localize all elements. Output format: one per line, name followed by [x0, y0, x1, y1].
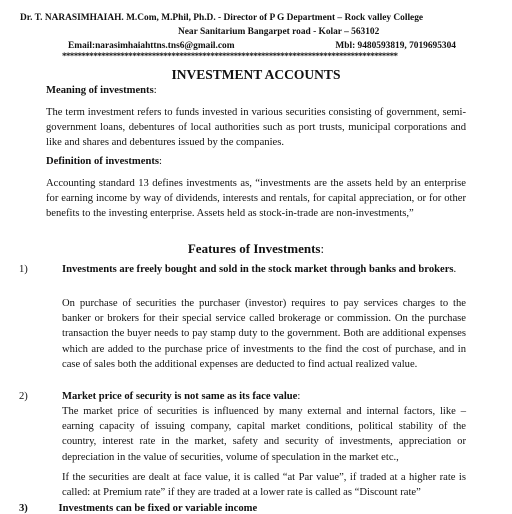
- meaning-colon: :: [153, 85, 157, 96]
- feature-3-row: [19, 503, 257, 514]
- features-colon: :: [320, 241, 325, 256]
- feature-1-number: 1): [19, 264, 28, 275]
- feature-2-paragraph-1: The market price of securities is influenced by many external and internal factors, like – earning capacity of issuing company, capital market conditions, political stability of the country, interest rate in the market, safety and security of investments, appreciation or depreciation in the value of securities, volume of speculation in the market etc.,: [62, 406, 466, 463]
- header-rule: **************************************************************************************: [62, 51, 398, 61]
- feature-1-suffix: .: [453, 264, 457, 275]
- feature-2-heading-row: [62, 389, 466, 404]
- definition-colon: :: [159, 156, 162, 167]
- feature-1-heading-row: [62, 262, 466, 277]
- feature-2-paragraph-2: If the securities are dealt at face value, it is called “at Par value”, if traded at a higher rate is called: at Premium rate” if they are traded at a lower rate is called as “Discount rate”: [62, 472, 466, 499]
- meaning-paragraph: The term investment refers to funds invested in various securities consisting of government, semi-government loans, debentures of local authorities such as port trusts, municipal corporations and like and shares and debentures issued by the companies.: [46, 107, 466, 149]
- feature-2-heading: Market price of security is not same as its face value: [62, 391, 298, 402]
- definition-heading-row: [46, 154, 466, 169]
- feature-2-suffix: :: [297, 391, 301, 402]
- header-email: Email:narasimhaiahttns.tns6@gmail.com: [68, 41, 235, 51]
- feature-3-heading: Investments can be fixed or variable income: [58, 503, 258, 514]
- header-author-line: Dr. T. NARASIMHAIAH. M.Com, M.Phil, Ph.D. - Director of P G Department – Rock valley College: [20, 13, 424, 23]
- feature-2-number: 2): [19, 391, 28, 402]
- features-heading-row: [0, 241, 512, 257]
- page-title: INVESTMENT ACCOUNTS: [171, 67, 341, 82]
- features-heading: Features of Investments: [187, 241, 321, 256]
- feature-1-heading: Investments are freely bought and sold in the stock market through banks and brokers: [62, 264, 454, 275]
- definition-paragraph: Accounting standard 13 defines investments as, “investments are the assets held by an enterprise for earning income by way of dividends, interests and rentals, for capital appreciation, or for other benefits to the investing enterprise. Assets held as stock-in-trade are non-investments,”: [46, 178, 466, 220]
- header-address-line: Near Sanitarium Bangarpet road - Kolar – 563102: [178, 27, 380, 37]
- definition-heading: Definition of investments: [46, 156, 159, 167]
- header-mobile: Mbl: 9480593819, 7019695304: [335, 41, 456, 51]
- meaning-heading-row: [46, 83, 466, 98]
- meaning-heading: Meaning of investments: [46, 85, 154, 96]
- feature-3-number: 3): [19, 503, 28, 514]
- feature-1-paragraph: On purchase of securities the purchaser (investor) requires to pay services charges to the banker or brokers for their special service called brokerage or commission. On the purchase transaction the buyer needs to pay stamp duty to the government. Both are additional expenses which are added to the purchase price of investments to the find the cost of purchase, and in case of sales both the additional expenses are deducted to find actual realized value.: [62, 298, 466, 370]
